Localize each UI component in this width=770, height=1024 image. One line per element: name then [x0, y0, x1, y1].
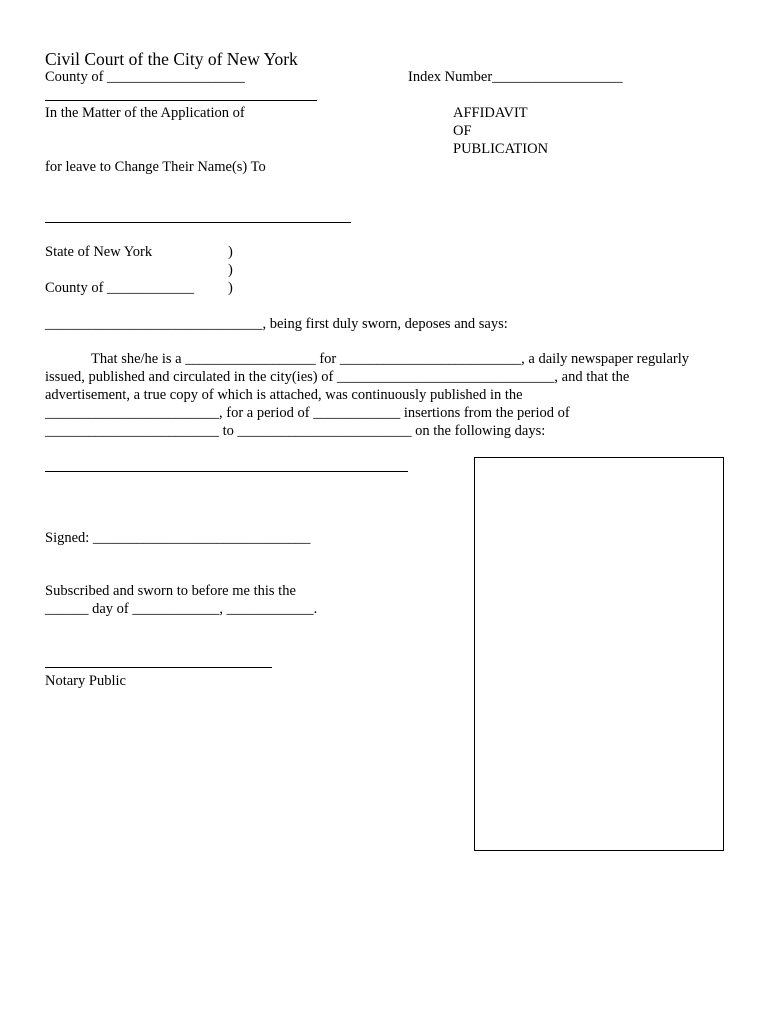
signed-line: Signed: ______________________________ [45, 530, 311, 546]
venue-paren-2: ) [228, 262, 233, 278]
document-title-line-1: AFFIDAVIT [453, 105, 528, 121]
jurat-line-1: Subscribed and sworn to before me this the [45, 583, 296, 599]
venue-paren-1: ) [228, 244, 233, 260]
caption-top-rule [45, 100, 317, 101]
document-title-line-2: OF [453, 123, 472, 139]
paragraph-line-2: issued, published and circulated in the city(ies) of ______________________________, and that the [45, 369, 630, 385]
venue-county: County of ____________ [45, 280, 195, 296]
advertisement-attachment-box [474, 457, 724, 851]
court-title: Civil Court of the City of New York [45, 49, 298, 69]
days-rule [45, 471, 408, 472]
index-number-line: Index Number__________________ [408, 69, 623, 85]
venue-paren-3: ) [228, 280, 233, 296]
paragraph-line-1: That she/he is a __________________ for _________________________, a daily newspaper regularly [91, 351, 690, 367]
sworn-line: ______________________________, being first duly sworn, deposes and says: [45, 316, 508, 332]
notary-signature-rule [45, 667, 272, 668]
venue-state: State of New York [45, 244, 153, 260]
notary-label: Notary Public [45, 673, 126, 689]
jurat-line-2: ______ day of ____________, ____________. [45, 601, 318, 617]
matter-line: In the Matter of the Application of [45, 105, 245, 121]
document-title-line-3: PUBLICATION [453, 141, 549, 157]
county-line: County of ___________________ [45, 69, 245, 85]
caption-bottom-rule [45, 222, 351, 223]
paragraph-line-3: advertisement, a true copy of which is attached, was continuously published in the [45, 387, 523, 403]
paragraph-line-4: ________________________, for a period of ____________ insertions from the period of [45, 405, 570, 421]
leave-line: for leave to Change Their Name(s) To [45, 159, 266, 175]
paragraph-line-5: ________________________ to ________________________ on the following days: [45, 423, 546, 439]
